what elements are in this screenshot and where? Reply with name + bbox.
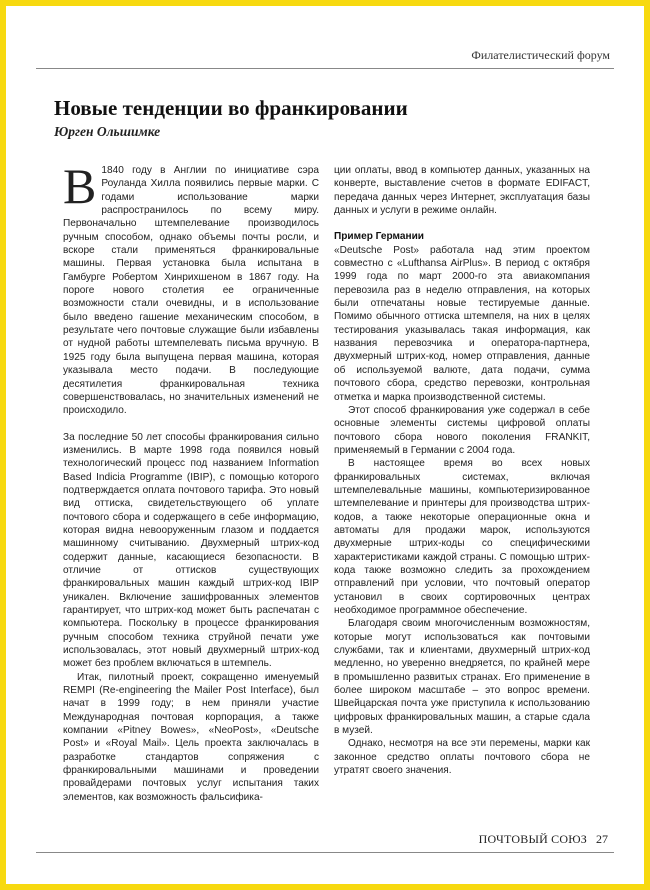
article-author: Юрген Ольшимке [54,124,161,139]
paragraph: Благодаря своим многочисленным возможностям, которые могут использоваться как почтовыми службами, так и клиентами, двухмерный штрих-код медленно, но уверенно внедряется, по крайней мере в промышленно развитых странах. Его применение в более широком масштабе – это вопрос времени. Швейцарская почта уже приступила к использованию цифровых франкировальных машин, а старые сдала в музей. [334,618,590,737]
paragraph: За последние 50 лет способы франкирования сильно изменились. В марте 1998 года появился новый технологический процесс под названием Information Based Indicia Programme (IBIP), с помощью которого подтверждается оплата почтового тарифа. Это новый вид оттиска, свидетельствующего об уплате почтового сбора и содержащего в себе информацию, которая видна невооруженным глазом и поддается машинному считыванию. Двухмерный штрих-код содержит данные, касающиеся безопасности. В отличие от оттисков существующих франкировальных машин каждый штрих-код IBIP уникален. Включение зашифрованных элементов гарантирует, что штрих-код может быть распечатан с компьютера. Поскольку в процессе франкирования ручным способом техника струйной печати уже использовалась, этот новый двухмерный штрих-код может без проблем включаться в штемпель. [63,431,319,670]
page-number: 27 [596,832,608,846]
left-column [63,158,319,804]
page-footer [479,832,608,847]
right-column [334,164,590,777]
section-heading: Пример Германии [334,231,424,243]
publication-name: ПОЧТОВЫЙ СОЮЗ [478,832,587,846]
paragraph-text: 1840 году в Англии по инициативе сэра Роуланда Хилла появились первые марки. С годами использование марки распространилось по всему миру. Первоначально штемпелевание производилось ручным способом, однако объемы почты росли, и вскоре стали применяться франкировальные машины. Первая установка была испытана в Гамбурге Робертом Хинрихшеном в 1867 году. На пороге нового столетия ее ограниченные возможности стали очевидны, и в использование было введено гашение механическим способом, в результате чего почтовые служащие были избавлены от нудной работы штемпелевать письма вручную. В 1925 году была выпущена первая машина, которая указывала место подачи. В последующие десятилетия франкировальная техника совершенствовалась, но значительных изменений не происходило. [63,165,319,417]
paragraph: ции оплаты, ввод в компьютер данных, указанных на конверте, выставление счетов в формате EDIFACT, передача данных через Интернет, эксплуатация базы данных и услуги в режиме онлайн. [334,165,590,217]
section-label: Филателистический форум [471,48,610,62]
article-title: Новые тенденции во франкировании [54,96,408,120]
paragraph: Этот способ франкирования уже содержал в себе основные элементы системы цифровой оплаты почтового сбора нового поколения FRANKIT, применяемый в Германии с 2004 года. [334,404,590,456]
paragraph [63,158,319,418]
paragraph: «Deutsche Post» работала над этим проектом совместно с «Lufthansa AirPlus». В период с октября 1999 года по март 2000-го эта авиакомпания перевозила раз в неделю отправления, на которых были отпечатаны новые тестируемые данные. Помимо обычного оттиска штемпеля, на них в целях тестирования указывалась такая информация, как названия перевозчика и оператора-партнера, двухмерный штрих-код, номер отправления, данные об используемой валюте, дата подачи, сумма почтового сбора, средство перевозки, контрольная отметка и марка производственной системы. [334,244,590,403]
header-divider [36,68,614,69]
paragraph: В настоящее время во всех новых франкировальных системах, включая штемпелевальные машины, компьютеризированное штемпелевание и принтеры для производства штрих-кодов, а также некоторые операционные окна и автоматы для продажи марок, используются двухмерные штрих-коды со специфическими характеристиками каждой страны. С помощью штрих-кода также возможно следить за прохождением отправлений при условии, что почтовый оператор установил в своих сортировочных центрах необходимое программное обеспечение. [334,458,590,616]
page [6,6,644,884]
drop-cap: В [63,158,97,214]
paragraph: Однако, несмотря на все эти перемены, марки как законное средство оплаты почтового сбора не утратят своего значения. [334,738,590,777]
footer-divider [36,852,614,853]
paragraph: Итак, пилотный проект, сокращенно именуемый REMPI (Re-engineering the Mailer Post Interface), был начат в 1999 году; в нем приняли участие Международная почтовая корпорация, а также компании «Pitney Bowes», «NeoPost», «Deutsche Post» и «Royal Mail». Цель проекта заключалась в разработке стандартов сопряжения с франкировальными машинами и проведении провайдерами почтовых услуг испытания таких элементов, как возможность фальсифика- [63,671,319,803]
